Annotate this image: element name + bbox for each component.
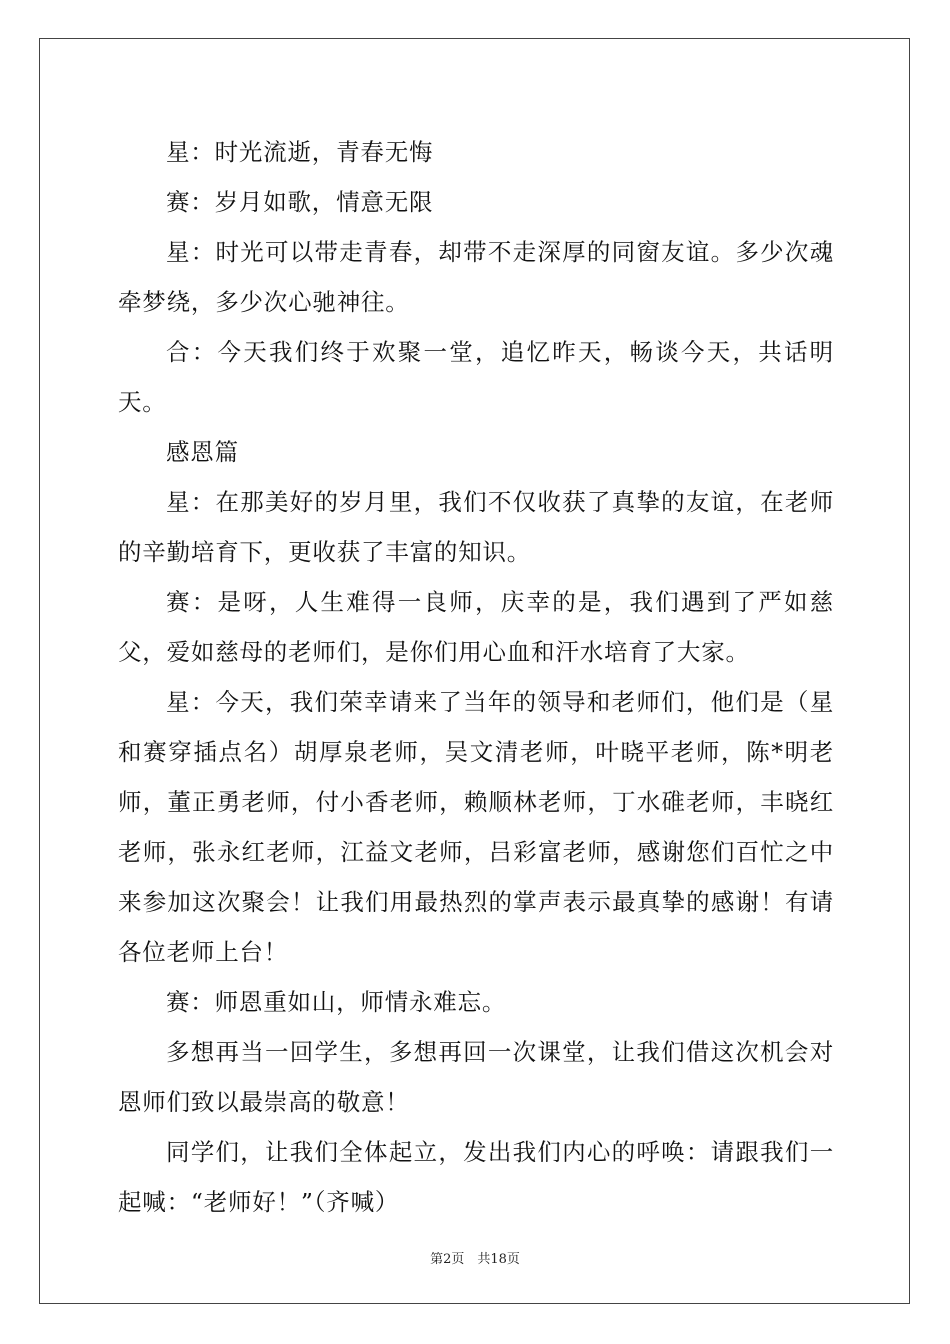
paragraph-8: 赛：师恩重如山，师情永难忘。 [166,988,507,1016]
paragraph-3: 星：时光可以带走青春，却带不走深厚的同窗友谊。多少次魂牵梦绕，多少次心驰神往。 [118,238,834,316]
paragraph-9: 多想再当一回学生，多想再回一次课堂，让我们借这次机会对恩师们致以最崇高的敬意！ [118,1038,834,1116]
paragraph-2: 赛：岁月如歌，情意无限 [166,188,434,216]
paragraph-6: 赛：是呀，人生难得一良师，庆幸的是，我们遇到了严如慈父，爱如慈母的老师们，是你们用心血和汗水培育了大家。 [118,588,834,666]
paragraph-10: 同学们，让我们全体起立，发出我们内心的呼唤：请跟我们一起喊：“老师好！”（齐喊） [118,1138,834,1216]
paragraph-7: 星：今天，我们荣幸请来了当年的领导和老师们，他们是（星和赛穿插点名）胡厚泉老师，吴文清老师，叶晓平老师，陈*明老师，董正勇老师，付小香老师，赖顺林老师，丁水碓老师，丰晓红老师，张永红老师，江益文老师，吕彩富老师，感谢您们百忙之中来参加这次聚会！让我们用最热烈的掌声表示最真挚的感谢！有请各位老师上台！ [118,688,834,966]
paragraph-1: 星：时光流逝，青春无悔 [166,138,434,166]
section-heading: 感恩篇 [166,438,239,466]
page-number-footer: 第2页 共18页 [430,1252,520,1267]
paragraph-5: 星：在那美好的岁月里，我们不仅收获了真挚的友谊，在老师的辛勤培育下，更收获了丰富的知识。 [118,488,834,566]
paragraph-4: 合：今天我们终于欢聚一堂，追忆昨天，畅谈今天，共话明天。 [118,338,834,416]
document-body [118,127,834,1227]
